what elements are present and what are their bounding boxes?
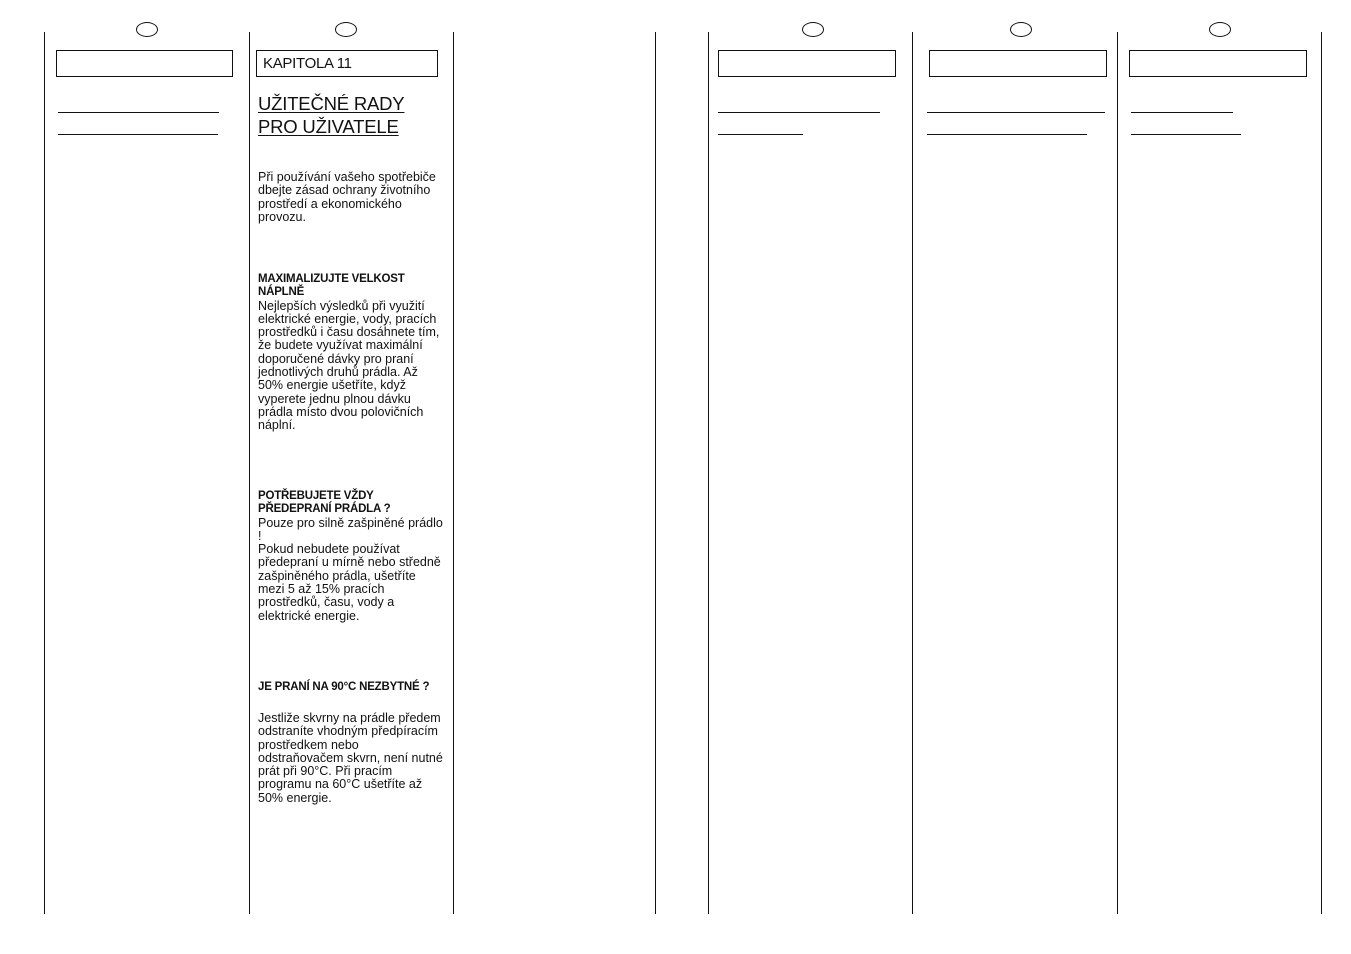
section-heading: MAXIMALIZUJTE VELKOST NÁPLNĚ	[258, 273, 405, 299]
language-circle-icon	[1010, 22, 1032, 37]
section-body: Jestliže skvrny na prádle předem odstraníte vhodným předpíracím prostředkem nebo odstraňovačem skvrn, není nutné prát při 90°C. Při pracím programu na 60°C ušetříte až 50% energie.	[258, 711, 443, 805]
column-rule	[912, 32, 913, 914]
chapter-box-empty	[1129, 50, 1307, 77]
section-heading: JE PRANÍ NA 90°C NEZBYTNÉ ?	[258, 681, 430, 693]
column-rule	[249, 32, 250, 914]
chapter-title	[258, 92, 448, 138]
section-body: Nejlepších výsledků při využití elektrické energie, vody, pracích prostředků i času dosáhnete tím, že budete využívat maximální doporučené dávky pro praní jednotlivých druhů prádla. Až 50% energie ušetříte, když vyperete jednu plnou dávku prádla místo dvou polovičních náplní.	[258, 298, 440, 433]
title-underline	[58, 134, 218, 135]
column-rule	[44, 32, 45, 914]
chapter-box-empty	[56, 50, 233, 77]
intro-paragraph	[258, 171, 444, 224]
chapter-label: KAPITOLA 11	[263, 55, 352, 72]
intro-text: Při používání vašeho spotřebiče dbejte zásad ochrany životního prostředí a ekonomického provozu.	[258, 170, 436, 224]
section-90c	[258, 681, 444, 694]
title-underline	[718, 134, 803, 135]
section-heading: POTŘEBUJETE VŽDY PŘEDEPRANÍ PRÁDLA ?	[258, 490, 391, 516]
section-load-size	[258, 273, 444, 433]
chapter-box	[256, 50, 438, 77]
section-prewash	[258, 490, 444, 623]
language-circle-icon	[802, 22, 824, 37]
section-body: Pouze pro silně zašpiněné prádlo !	[258, 515, 443, 543]
language-circle-icon	[136, 22, 158, 37]
chapter-box-empty	[929, 50, 1107, 77]
title-underline	[1131, 134, 1241, 135]
chapter-title-line1: UŽITEČNÉ RADY	[258, 93, 405, 114]
column-rule	[1321, 32, 1322, 914]
title-underline	[927, 134, 1087, 135]
chapter-box-empty	[718, 50, 896, 77]
column-rule	[453, 32, 454, 914]
language-circle-icon	[335, 22, 357, 37]
chapter-title-line2: PRO UŽIVATELE	[258, 116, 399, 137]
column-rule	[708, 32, 709, 914]
section-body: Pokud nebudete používat předepraní u mírně nebo středně zašpiněného prádla, ušetříte mezi 5 až 15% pracích prostředků, času, vody a elektrické energie.	[258, 542, 441, 623]
title-underline	[1131, 112, 1233, 113]
title-underline	[718, 112, 880, 113]
column-rule	[1117, 32, 1118, 914]
title-underline	[58, 112, 219, 113]
title-underline	[927, 112, 1105, 113]
column-rule	[655, 32, 656, 914]
language-circle-icon	[1209, 22, 1231, 37]
section-90c-body	[258, 712, 444, 805]
